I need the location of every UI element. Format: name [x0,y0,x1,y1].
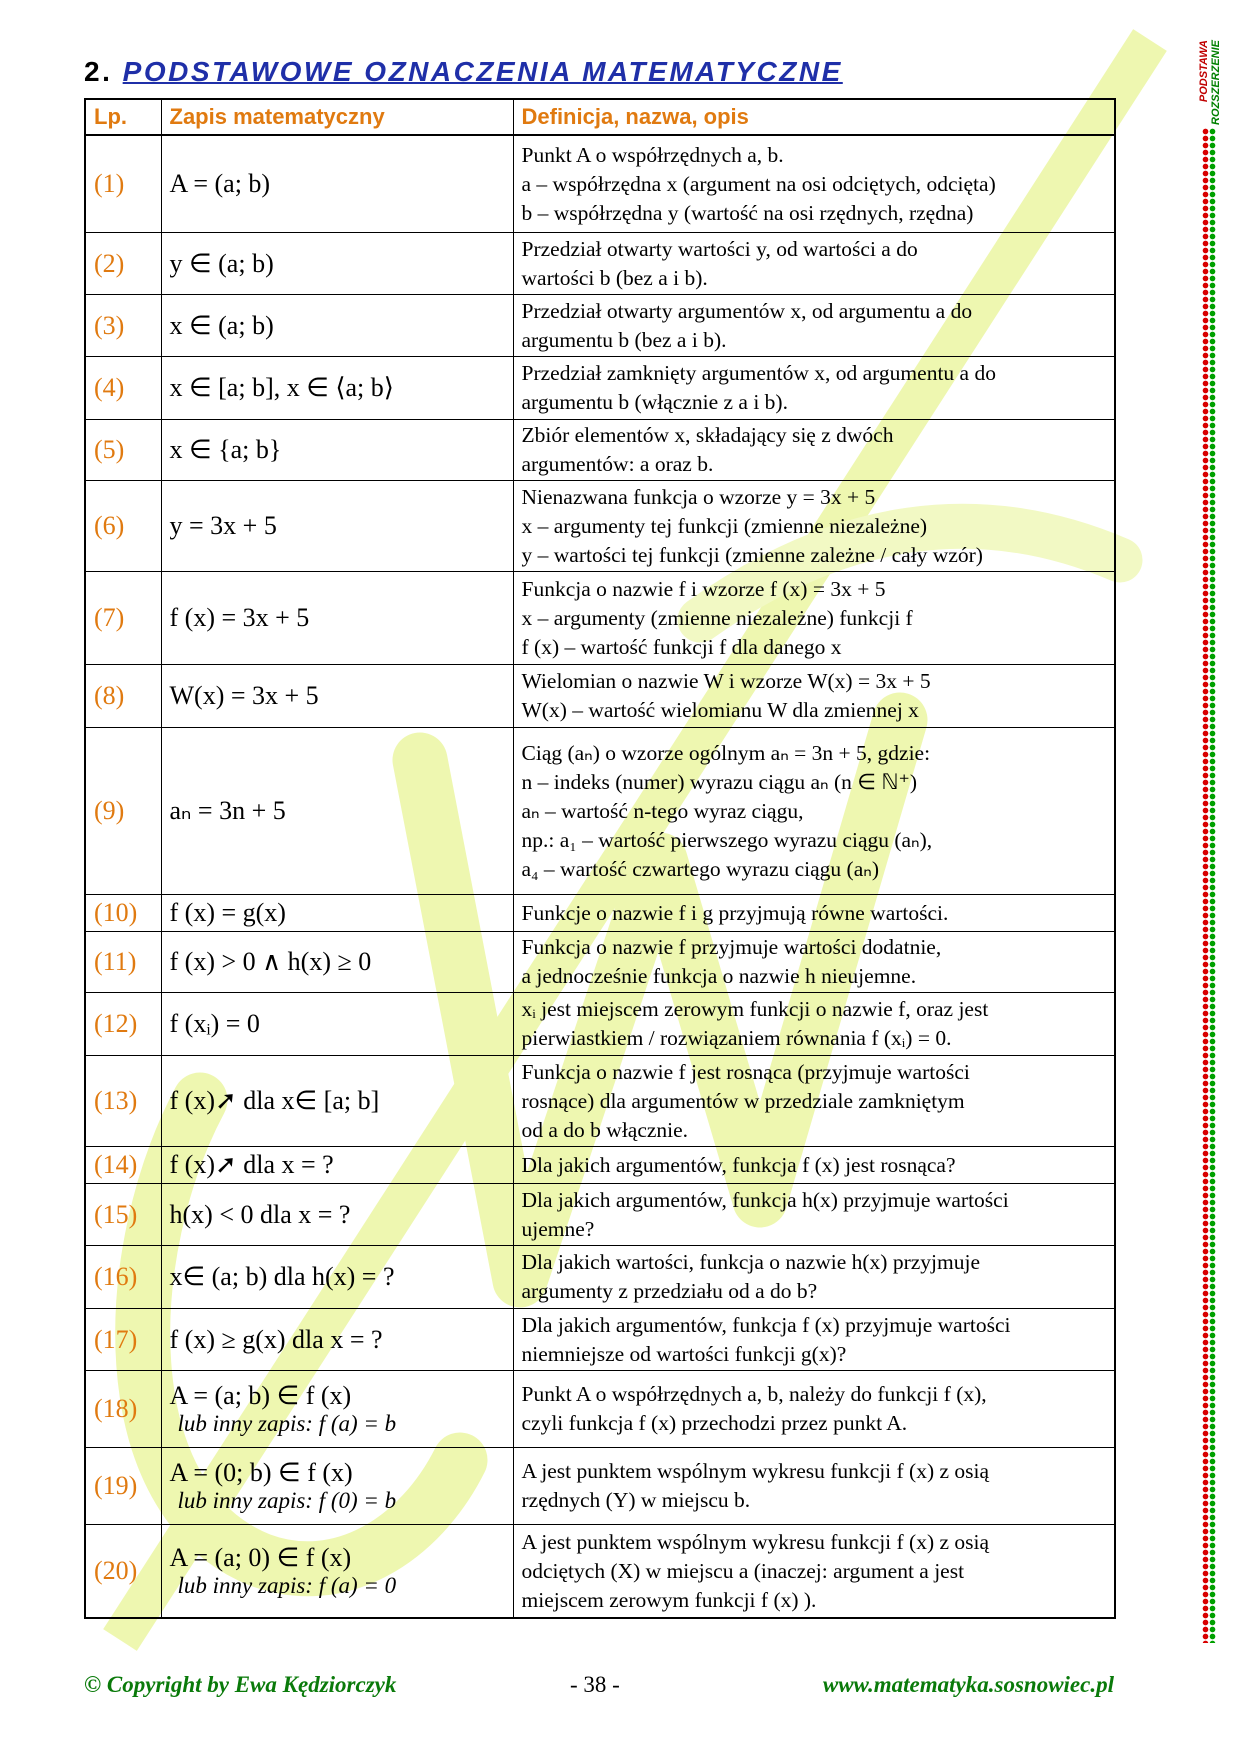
definition-line: argumentów: a oraz b. [521,452,714,476]
header-lp: Lp. [85,99,161,135]
definition-line: od a do b włącznie. [521,1117,689,1142]
row-alt-notation: lub inny zapis: f (0) = b [177,1488,397,1513]
definition-line: niemniejsze od wartości funkcji g(x)? [521,1341,847,1366]
row-number: (15) [85,1184,161,1246]
table-row [85,993,1115,1056]
definition-line: f (x) – wartość funkcji f dla danego x [521,634,842,659]
definition-line: Przedział otwarty argumentów x, od argumentu a do [521,298,973,323]
row-definition [513,481,1115,572]
definition-line: a₄ – wartość czwartego wyrazu ciągu (aₙ) [521,856,879,881]
definition-line: Przedział zamknięty argumentów x, od argumentu a do [521,361,996,385]
row-number: (14) [85,1147,161,1184]
row-notation-cell [161,233,513,295]
row-number: (16) [85,1246,161,1309]
page-number: - 38 - [570,1672,620,1697]
row-definition [513,1525,1115,1619]
definition-line: miejscem zerowym funkcji f (x) ). [521,1587,817,1612]
row-notation-cell [161,357,513,420]
row-number: (4) [85,357,161,420]
row-definition [513,932,1115,993]
row-definition [513,1184,1115,1246]
side-label-basic: PODSTAWA [1198,40,1210,103]
table-row [85,481,1115,572]
row-notation: f (x) = 3x + 5 [169,603,310,632]
row-notation: f (xᵢ) = 0 [169,1009,260,1038]
definition-line: rzędnych (Y) w miejscu b. [521,1488,751,1512]
row-notation-cell [161,1371,513,1448]
row-notation: y ∈ (a; b) [169,248,274,278]
table-row [85,1309,1115,1371]
table-row [85,233,1115,295]
row-definition [513,572,1115,665]
row-notation: f (x)➚ dla x∈ [a; b] [169,1086,380,1115]
definition-line: np.: a₁ – wartość pierwszego wyrazu ciągu (aₙ), [521,827,933,852]
definition-line: A jest punktem wspólnym wykresu funkcji f (x) z osią [521,1459,990,1483]
row-notation: x∈ (a; b) dla h(x) = ? [169,1262,395,1291]
row-notation-cell [161,728,513,895]
row-definition [513,665,1115,728]
definition-line: Punkt A o współrzędnych a, b. [521,142,784,167]
table-row [85,1056,1115,1147]
row-number: (7) [85,572,161,665]
table-body [85,135,1115,1618]
dotted-border [1202,128,1216,1643]
table-header-row [85,99,1115,135]
row-definition [513,1056,1115,1147]
definition-line: Funkcje o nazwie f i g przyjmują równe wartości. [521,900,949,925]
table-row [85,295,1115,357]
copyright: © Copyright by Ewa Kędziorczyk [84,1672,397,1697]
row-alt-notation: lub inny zapis: f (a) = 0 [177,1573,397,1598]
definition-line: Przedział otwarty wartości y, od wartości a do [521,236,918,261]
row-notation: f (x)➚ dla x = ? [169,1150,334,1179]
row-definition [513,295,1115,357]
row-number: (6) [85,481,161,572]
definition-line: pierwiastkiem / rozwiązaniem równania f (xᵢ) = 0. [521,1026,952,1050]
header-notation: Zapis matematyczny [161,99,513,135]
row-number: (13) [85,1056,161,1147]
row-notation-cell [161,481,513,572]
row-notation: f (x) = g(x) [169,898,286,927]
website-link[interactable]: www.matematyka.sosnowiec.pl [822,1672,1114,1697]
row-notation-cell [161,135,513,233]
row-number: (8) [85,665,161,728]
row-definition [513,135,1115,233]
definition-line: Dla jakich argumentów, funkcja f (x) przyjmuje wartości [521,1312,1011,1337]
table-row [85,728,1115,895]
table-row [85,1147,1115,1184]
definition-line: A jest punktem wspólnym wykresu funkcji f (x) z osią [521,1529,990,1554]
definition-line: Nienazwana funkcja o wzorze y = 3x + 5 [521,484,876,509]
row-definition [513,233,1115,295]
side-label-extended: ROZSZERZENIE [1210,40,1222,125]
row-notation-cell [161,993,513,1056]
row-definition [513,993,1115,1056]
definition-line: Funkcja o nazwie f przyjmuje wartości dodatnie, [521,935,942,959]
notation-table [84,98,1116,1619]
row-notation: f (x) > 0 ∧ h(x) ≥ 0 [169,947,372,976]
row-number: (1) [85,135,161,233]
definition-line: czyli funkcja f (x) przechodzi przez punkt A. [521,1411,908,1435]
row-notation-cell [161,1056,513,1147]
row-notation-cell [161,420,513,481]
row-number: (2) [85,233,161,295]
table-row [85,135,1115,233]
definition-line: Funkcja o nazwie f i wzorze f (x) = 3x + 5 [521,576,886,601]
row-definition [513,895,1115,932]
definition-line: a – współrzędna x (argument na osi odciętych, odcięta) [521,171,996,196]
row-notation-cell [161,665,513,728]
row-definition [513,728,1115,895]
row-number: (11) [85,932,161,993]
definition-line: b – współrzędna y (wartość na osi rzędnych, rzędna) [521,200,974,225]
table-row [85,1448,1115,1525]
row-notation-cell [161,895,513,932]
definition-line: argumentu b (włącznie z a i b). [521,390,788,414]
row-definition [513,1448,1115,1525]
definition-line: Dla jakich argumentów, funkcja f (x) jest rosnąca? [521,1152,956,1177]
definition-line: Zbiór elementów x, składający się z dwóch [521,423,894,447]
row-notation-cell [161,1309,513,1371]
definition-line: Wielomian o nazwie W i wzorze W(x) = 3x + 5 [521,669,931,693]
row-notation: W(x) = 3x + 5 [169,681,319,710]
row-number: (10) [85,895,161,932]
row-notation: x ∈ (a; b) [169,310,274,340]
row-notation: A = (a; 0) ∈ f (x) [169,1543,352,1572]
definition-line: Dla jakich wartości, funkcja o nazwie h(x) przyjmuje [521,1250,980,1274]
row-notation: A = (a; b) ∈ f (x) [169,1381,352,1410]
table-row [85,420,1115,481]
table-row [85,1246,1115,1309]
row-notation-cell [161,1525,513,1619]
table-row [85,1184,1115,1246]
definition-line: n – indeks (numer) wyrazu ciągu aₙ (n ∈ ℕ⁺) [521,769,918,794]
row-notation-cell [161,932,513,993]
row-notation-cell [161,1184,513,1246]
row-number: (9) [85,728,161,895]
row-notation: A = (a; b) [169,169,271,198]
definition-line: a jednocześnie funkcja o nazwie h nieujemne. [521,964,917,988]
definition-line: x – argumenty (zmienne niezależne) funkcji f [521,605,913,630]
definition-line: odciętych (X) w miejscu a (inaczej: argument a jest [521,1558,965,1583]
row-alt-notation: lub inny zapis: f (a) = b [177,1411,397,1436]
definition-line: argumenty z przedziału od a do b? [521,1279,818,1303]
row-number: (20) [85,1525,161,1619]
definition-line: Funkcja o nazwie f jest rosnąca (przyjmuje wartości [521,1059,970,1084]
row-notation: f (x) ≥ g(x) dla x = ? [169,1324,383,1354]
definition-line: argumentu b (bez a i b). [521,327,727,352]
row-notation-cell [161,1147,513,1184]
row-notation: h(x) < 0 dla x = ? [169,1199,351,1229]
definition-line: rosnące) dla argumentów w przedziale zamkniętym [521,1088,965,1113]
row-notation: x ∈ {a; b} [169,435,282,464]
row-definition [513,1246,1115,1309]
row-number: (5) [85,420,161,481]
table-row [85,665,1115,728]
table-row [85,572,1115,665]
row-number: (18) [85,1371,161,1448]
row-definition [513,420,1115,481]
row-number: (12) [85,993,161,1056]
row-number: (3) [85,295,161,357]
table-row [85,1371,1115,1448]
table-row [85,357,1115,420]
table-row [85,1525,1115,1619]
section-title [84,56,843,88]
section-number: 2. [84,56,113,87]
side-label [1194,40,1224,130]
row-notation: aₙ = 3n + 5 [169,796,286,825]
row-notation-cell [161,572,513,665]
row-notation-cell [161,1246,513,1309]
row-number: (17) [85,1309,161,1371]
row-definition [513,1309,1115,1371]
row-notation: A = (0; b) ∈ f (x) [169,1458,353,1487]
definition-line: y – wartości tej funkcji (zmienne zależne / cały wzór) [521,542,983,567]
row-notation-cell [161,295,513,357]
row-notation-cell [161,1448,513,1525]
definition-line: wartości b (bez a i b). [521,265,708,290]
definition-line: aₙ – wartość n-tego wyraz ciągu, [521,798,804,823]
definition-line: Dla jakich argumentów, funkcja h(x) przyjmuje wartości [521,1187,1009,1212]
definition-line: ujemne? [521,1216,595,1241]
section-heading: PODSTAWOWE OZNACZENIA MATEMATYCZNE [122,56,843,87]
definition-line: W(x) – wartość wielomianu W dla zmiennej x [521,698,919,722]
definition-line: Punkt A o współrzędnych a, b, należy do funkcji f (x), [521,1382,987,1406]
row-definition [513,357,1115,420]
definition-line: xᵢ jest miejscem zerowym funkcji o nazwie f, oraz jest [521,997,989,1021]
row-definition [513,1371,1115,1448]
table-row [85,932,1115,993]
row-definition [513,1147,1115,1184]
row-number: (19) [85,1448,161,1525]
header-definition: Definicja, nazwa, opis [513,99,1115,135]
definition-line: Ciąg (aₙ) o wzorze ogólnym aₙ = 3n + 5, gdzie: [521,740,931,765]
row-notation: x ∈ [a; b], x ∈ ⟨a; b⟩ [169,373,394,402]
table-row [85,895,1115,932]
row-notation: y = 3x + 5 [169,511,277,540]
definition-line: x – argumenty tej funkcji (zmienne niezależne) [521,513,928,538]
